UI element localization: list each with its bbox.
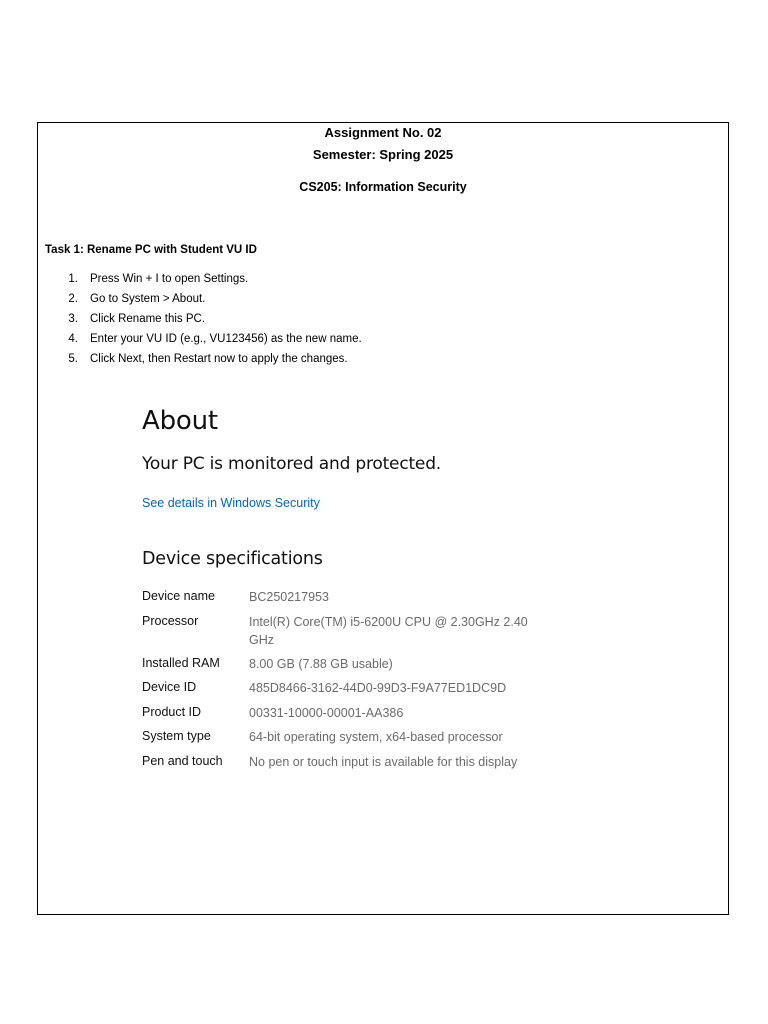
spec-label: Processor xyxy=(142,613,199,628)
spec-row-device-id xyxy=(142,679,642,704)
step-number: 3. xyxy=(68,313,78,325)
spec-label: Pen and touch xyxy=(142,753,223,768)
device-specifications-heading: Device specifications xyxy=(142,549,323,569)
spec-label: Device name xyxy=(142,589,215,603)
step-item xyxy=(62,332,362,352)
step-number: 4. xyxy=(68,333,78,345)
about-title: About xyxy=(142,406,218,436)
course-heading: CS205: Information Security xyxy=(299,180,467,194)
step-text: Go to System > About. xyxy=(90,293,206,305)
windows-security-link[interactable]: See details in Windows Security xyxy=(142,496,320,510)
protection-status-text: Your PC is monitored and protected. xyxy=(142,454,441,474)
spec-value: Intel(R) Core(TM) i5-6200U CPU @ 2.30GHz 2.40 GHz xyxy=(249,614,528,647)
spec-value: 8.00 GB (7.88 GB usable) xyxy=(249,656,393,671)
assignment-heading: Assignment No. 02 xyxy=(324,125,442,140)
spec-value: 64-bit operating system, x64-based processor xyxy=(249,730,503,744)
spec-row-product-id xyxy=(142,704,642,729)
semester-heading: Semester: Spring 2025 xyxy=(312,147,454,162)
document-page-frame xyxy=(37,122,729,915)
task-title: Task 1: Rename PC with Student VU ID xyxy=(45,244,257,256)
step-text: Click Next, then Restart now to apply the changes. xyxy=(90,353,348,365)
spec-label: System type xyxy=(142,729,211,743)
spec-value: BC250217953 xyxy=(249,590,329,604)
spec-label: Installed RAM xyxy=(142,655,220,670)
step-item xyxy=(62,312,362,332)
spec-label: Device ID xyxy=(142,680,197,694)
spec-row-device-name xyxy=(142,588,642,613)
step-text: Click Rename this PC. xyxy=(90,313,206,325)
step-item xyxy=(62,292,362,312)
step-item xyxy=(62,272,362,292)
spec-row-pen-and-touch xyxy=(142,753,642,778)
steps-list xyxy=(62,272,362,372)
spec-value: 485D8466-3162-44D0-99D3-F9A77ED1DC9D xyxy=(249,681,507,695)
spec-row-system-type xyxy=(142,728,642,753)
spec-value: No pen or touch input is available for this display xyxy=(249,754,518,769)
step-text: Enter your VU ID (e.g., VU123456) as the new name. xyxy=(90,333,362,345)
device-specifications-table xyxy=(142,588,642,777)
step-number: 1. xyxy=(68,273,78,285)
about-panel-screenshot xyxy=(142,405,642,777)
step-item xyxy=(62,352,362,372)
step-number: 5. xyxy=(68,353,78,365)
spec-row-installed-ram xyxy=(142,655,642,680)
spec-row-processor xyxy=(142,613,642,655)
step-text: Press Win + I to open Settings. xyxy=(90,273,249,285)
spec-value: 00331-10000-00001-AA386 xyxy=(249,705,404,720)
spec-label: Product ID xyxy=(142,704,202,719)
step-number: 2. xyxy=(68,293,78,305)
